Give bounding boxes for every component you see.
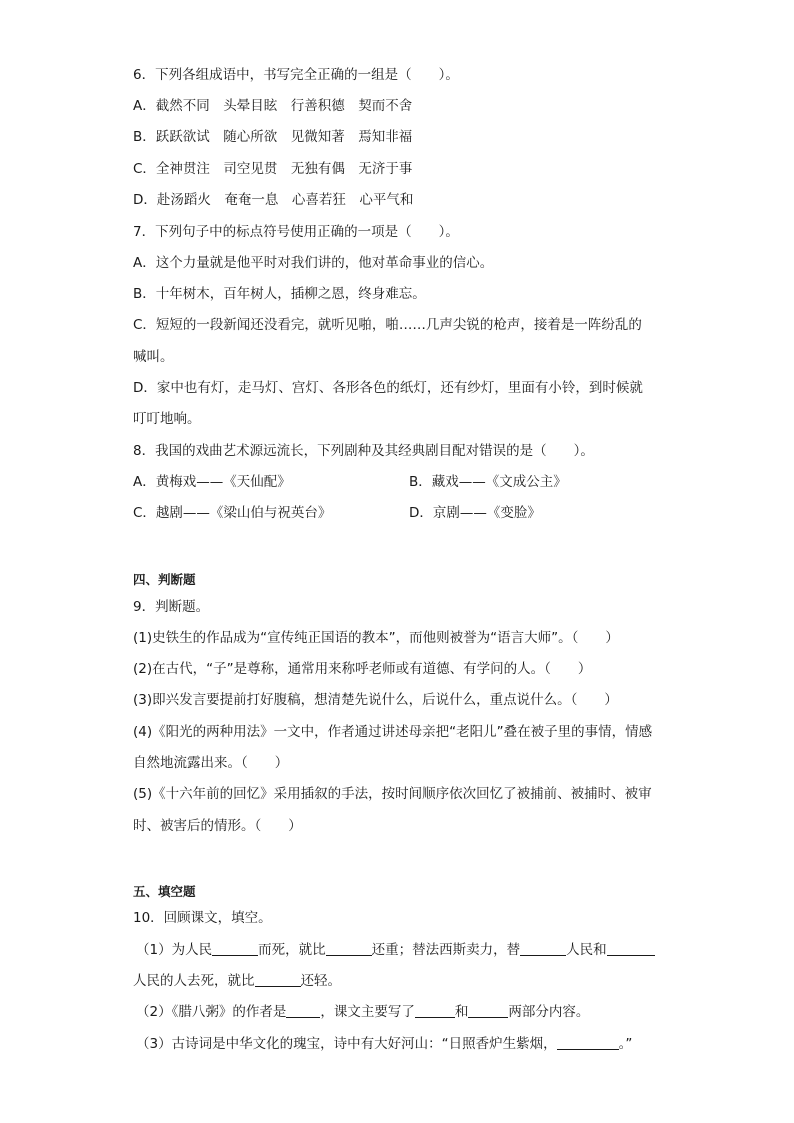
fill-text: 而死，就比 <box>258 942 326 958</box>
q7-option-b: B．十年树木，百年树人，插柳之恩，终身难忘。 <box>133 286 426 302</box>
q7-option-c-line1: C．短短的一段新闻还没看完，就听见啪，啪……几声尖锐的枪声，接着是一阵纷乱的 <box>133 317 642 333</box>
q9-item-1: (1)史铁生的作品成为“宣传纯正国语的教本”，而他则被誉为“语言大师”。（ ） <box>133 630 619 646</box>
q7-option-d-line1: D．家中也有灯，走马灯、宫灯、各形各色的纸灯，还有纱灯，里面有小铃，到时候就 <box>133 380 643 396</box>
answer-blank[interactable] <box>255 972 301 987</box>
fill-text: ，课文主要写了 <box>320 1004 415 1020</box>
q10-fill-1-line2 <box>133 971 341 991</box>
answer-blank[interactable] <box>286 1003 320 1018</box>
fill-text: 和 <box>454 1004 469 1020</box>
q6-option-c: C．全神贯注 司空见贯 无独有偶 无济于事 <box>133 161 413 177</box>
section5-heading: 五、填空题 <box>133 884 196 899</box>
fill-text: 人民和 <box>566 942 607 958</box>
q8-option-b: B．藏戏——《文成公主》 <box>409 474 567 490</box>
q9-stem: 9．判断题。 <box>133 599 210 615</box>
q7-option-c-line2: 喊叫。 <box>133 349 174 365</box>
q10-fill-3 <box>136 1034 632 1054</box>
q8-option-c: C．越剧——《梁山伯与祝英台》 <box>133 505 332 521</box>
q6-option-d: D．赴汤蹈火 奄奄一息 心喜若狂 心平气和 <box>133 192 414 208</box>
answer-blank[interactable] <box>607 941 655 956</box>
fill-text: （1）为人民 <box>136 942 213 958</box>
q9-item-4-line2: 自然地流露出来。（ ） <box>133 755 289 771</box>
q6-stem: 6．下列各组成语中，书写完全正确的一组是（ ）。 <box>133 67 459 83</box>
q7-option-d-line2: 叮叮地响。 <box>133 411 201 427</box>
fill-text: 两部分内容。 <box>508 1004 590 1020</box>
section4-heading: 四、判断题 <box>133 572 196 587</box>
answer-blank[interactable] <box>468 1003 508 1018</box>
fill-text: 还重；替法西斯卖力，替 <box>371 942 521 958</box>
fill-text: （3）古诗词是中华文化的瑰宝，诗中有大好河山：“日照香炉生紫烟， <box>136 1036 557 1052</box>
fill-text: 人民的人去死，就比 <box>133 973 255 989</box>
q8-option-d: D．京剧——《变脸》 <box>409 505 541 521</box>
fill-text: 。” <box>618 1036 633 1052</box>
q9-item-3: (3)即兴发言要提前打好腹稿，想清楚先说什么，后说什么，重点说什么。（ ） <box>133 692 618 708</box>
fill-text: 还轻。 <box>300 973 341 989</box>
q8-option-a: A．黄梅戏——《天仙配》 <box>133 474 291 490</box>
q9-item-2: (2)在古代，“子”是尊称，通常用来称呼老师或有道德、有学问的人。（ ） <box>133 661 592 677</box>
answer-blank[interactable] <box>415 1003 455 1018</box>
answer-blank[interactable] <box>212 941 258 956</box>
q7-option-a: A．这个力量就是他平时对我们讲的，他对革命事业的信心。 <box>133 255 494 271</box>
answer-blank[interactable] <box>326 941 372 956</box>
q10-fill-1-line1 <box>136 940 655 960</box>
answer-blank[interactable] <box>520 941 566 956</box>
q9-item-5-line2: 时、被害后的情形。（ ） <box>133 818 302 834</box>
q7-stem: 7．下列句子中的标点符号使用正确的一项是（ ）。 <box>133 224 459 240</box>
q8-stem: 8．我国的戏曲艺术源远流长，下列剧种及其经典剧目配对错误的是（ ）。 <box>133 443 594 459</box>
q6-option-b: B．跃跃欲试 随心所欲 见微知著 焉知非福 <box>133 129 413 145</box>
answer-blank[interactable] <box>557 1035 619 1050</box>
q6-option-a: A．截然不同 头晕目眩 行善积德 契而不舍 <box>133 98 413 114</box>
fill-text: （2）《腊八粥》的作者是 <box>136 1004 287 1020</box>
q9-item-5-line1: (5)《十六年前的回忆》采用插叙的手法，按时间顺序依次回忆了被捕前、被捕时、被审 <box>133 786 652 802</box>
q10-fill-2 <box>136 1002 589 1022</box>
q10-stem: 10．回顾课文，填空。 <box>133 910 272 926</box>
q9-item-4-line1: (4)《阳光的两种用法》一文中，作者通过讲述母亲把“老阳儿”叠在被子里的事情，情感 <box>133 724 653 740</box>
